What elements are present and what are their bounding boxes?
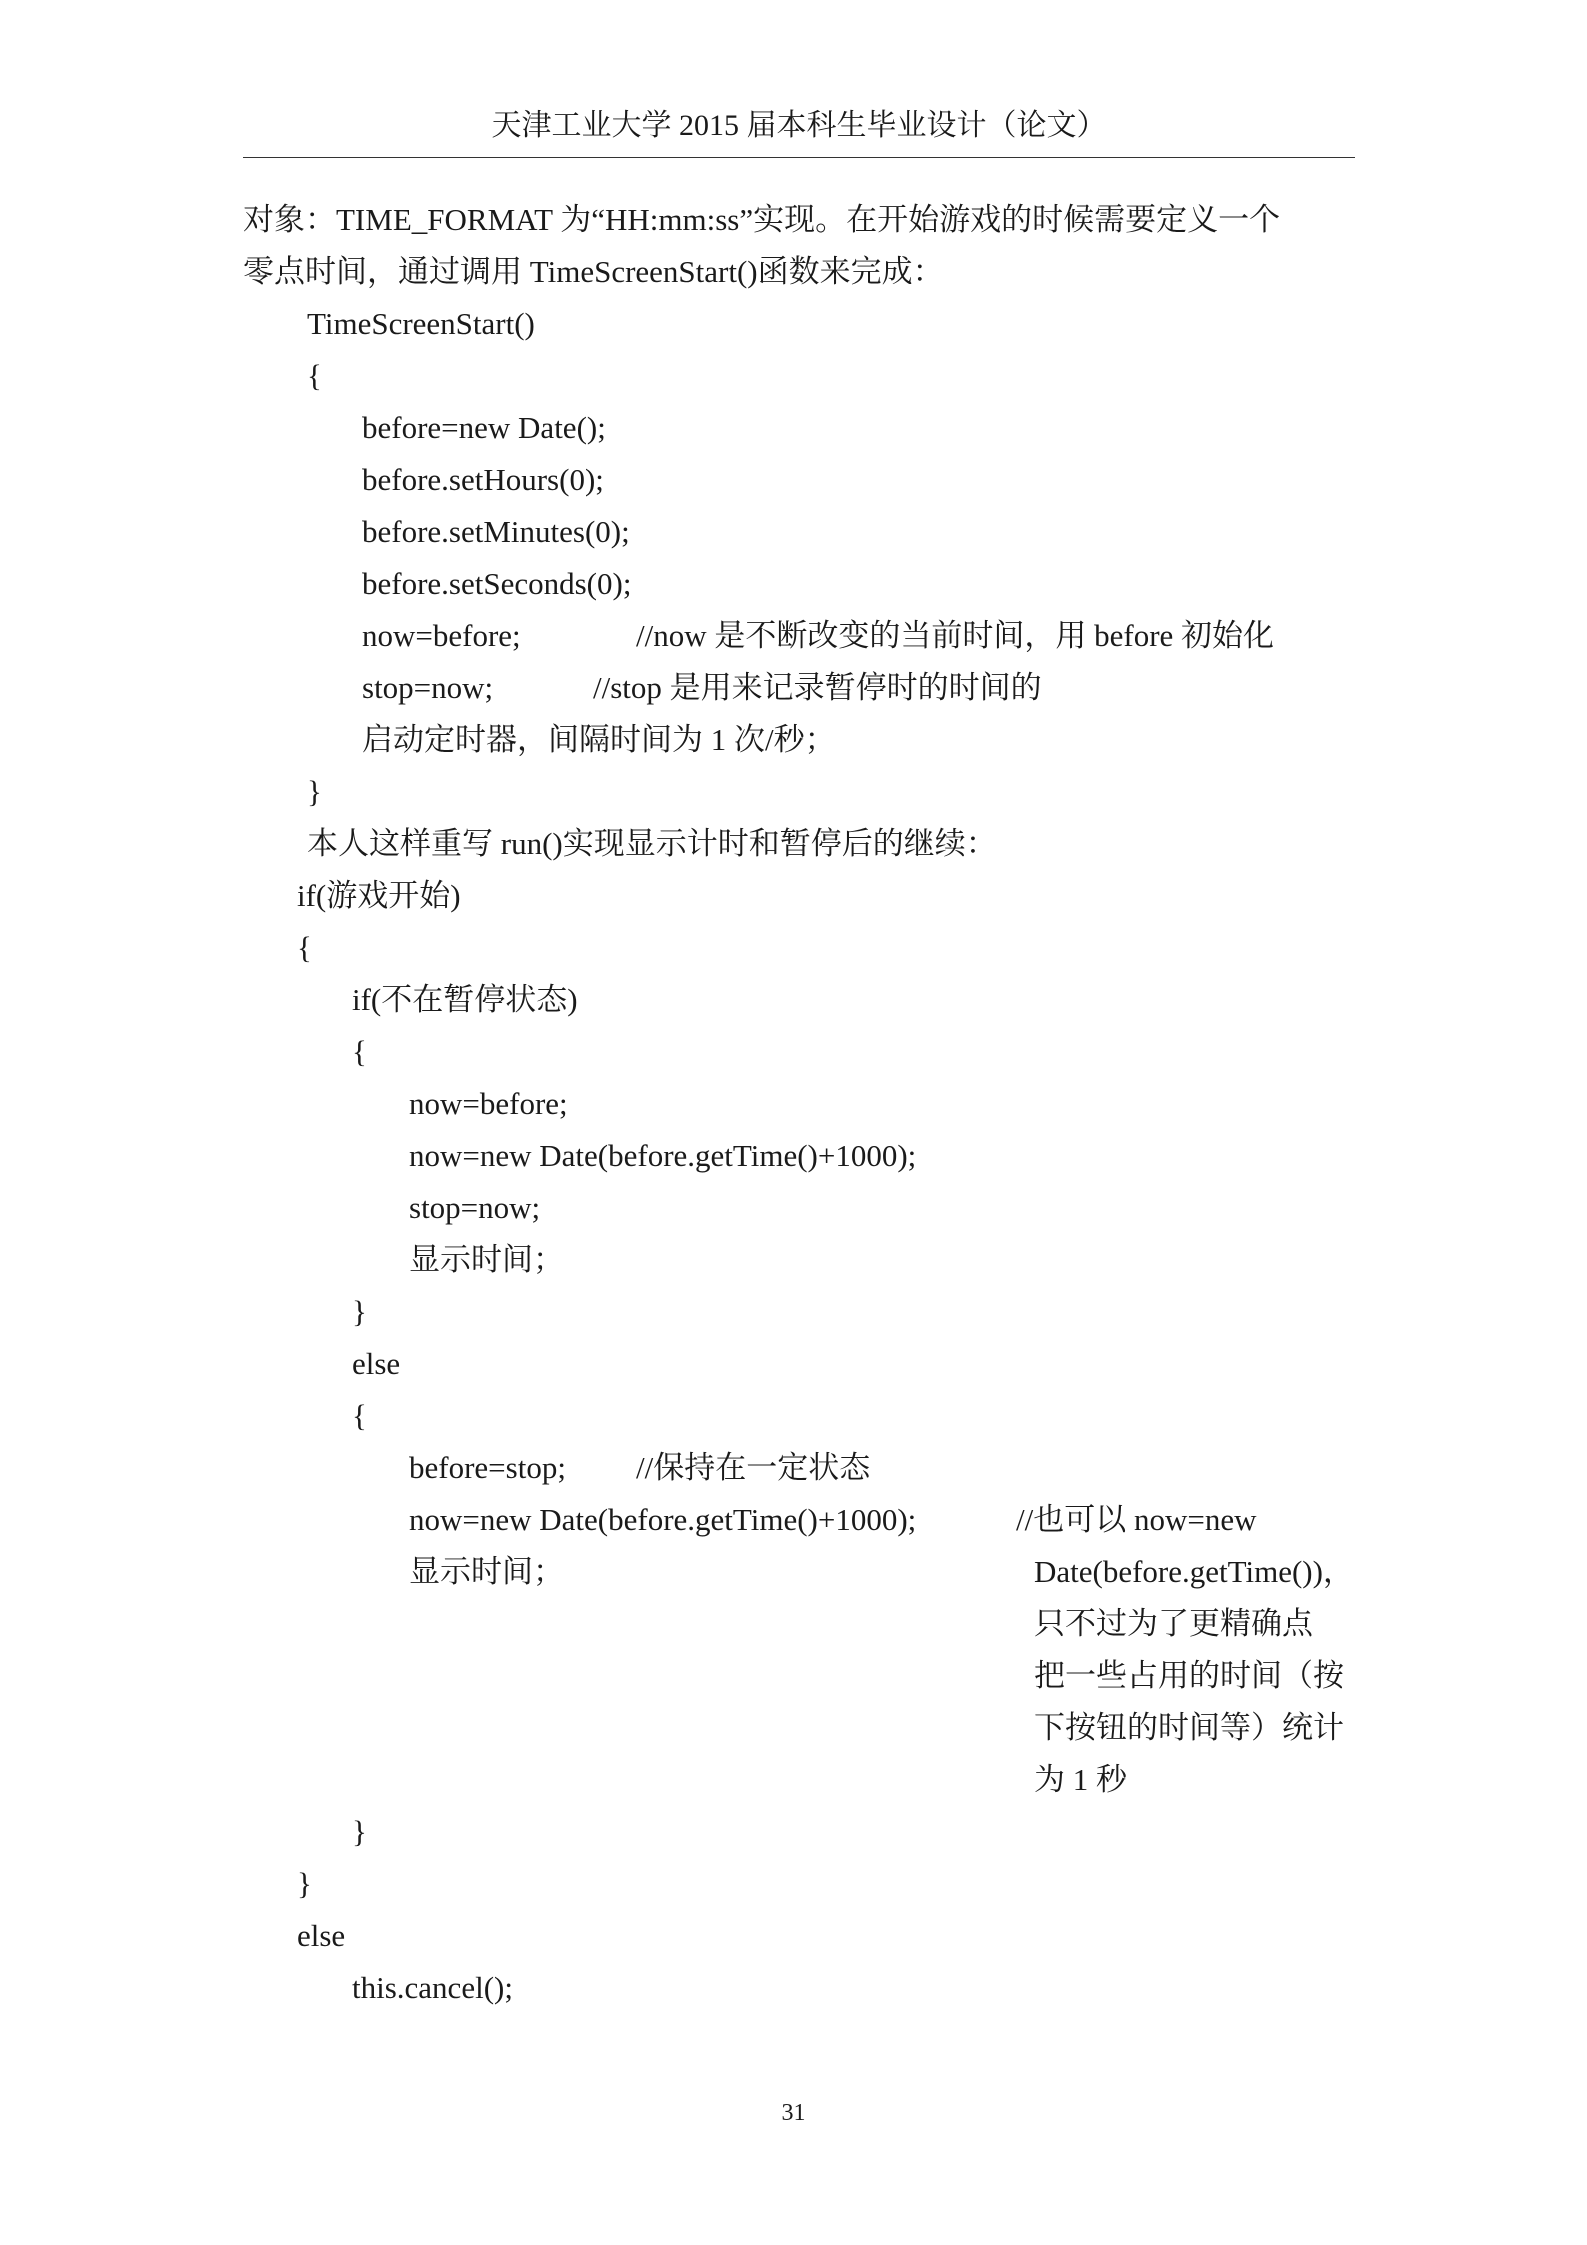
code-stmt-2: now=new Date(before.getTime()+1000); [409,1138,917,1173]
code-comment-5: //now 是不断改变的当前时间，用 before 初始化 [636,618,1275,653]
code-line-4: before.setSeconds(0); [362,566,632,601]
code-close-brace: } [307,774,322,809]
code-comment-cont-1: Date(before.getTime())， [1034,1554,1354,1589]
code-cancel: this.cancel(); [352,1970,513,2005]
intro-line-2: 零点时间，通过调用 TimeScreenStart()函数来完成： [243,254,944,289]
code-open-3: { [352,1398,367,1433]
code-comment-stmt-6: //也可以 now=new [1016,1502,1257,1537]
code-stmt-5: before=stop; [409,1450,566,1485]
code-stmt-1: now=before; [409,1086,568,1121]
code-if-not-paused: if(不在暂停状态) [352,982,578,1017]
code-stmt-7: 显示时间； [409,1554,564,1589]
code-if-game: if(游戏开始) [297,878,461,913]
code-line-2: before.setHours(0); [362,462,604,497]
code-line-5: now=before; [362,618,521,653]
code-comment-stmt-5: //保持在一定状态 [636,1450,871,1485]
code-else-1: else [352,1346,401,1381]
code-open-1: { [297,930,312,965]
mid-text: 本人这样重写 run()实现显示计时和暂停后的继续： [307,826,997,861]
code-stmt-3: stop=now; [409,1190,541,1225]
code-line-7: 启动定时器，间隔时间为 1 次/秒； [362,722,836,757]
intro-line-1: 对象：TIME_FORMAT 为“HH:mm:ss”实现。在开始游戏的时候需要定义一个 [243,202,1281,237]
header-divider [243,157,1355,158]
page-number: 31 [781,2100,806,2126]
code-line-1: before=new Date(); [362,410,606,445]
code-open-2: { [352,1034,367,1069]
code-close-1: } [297,1866,312,1901]
code-line-6: stop=now; [362,670,494,705]
code-comment-6: //stop 是用来记录暂停时的时间的 [593,670,1042,705]
code-comment-cont-5: 为 1 秒 [1034,1762,1127,1797]
code-close-2: } [352,1294,367,1329]
code-close-3: } [352,1814,367,1849]
code-line-3: before.setMinutes(0); [362,514,630,549]
code-open-brace: { [307,358,322,393]
code-else-2: else [297,1918,346,1953]
page-header-title: 天津工业大学 2015 届本科生毕业设计（论文） [491,109,1107,142]
code-func-name: TimeScreenStart() [307,306,535,341]
code-stmt-6: now=new Date(before.getTime()+1000); [409,1502,917,1537]
code-comment-cont-2: 只不过为了更精确点 [1034,1606,1313,1641]
code-stmt-4: 显示时间； [409,1242,564,1277]
code-comment-cont-4: 下按钮的时间等）统计 [1034,1710,1344,1745]
code-comment-cont-3: 把一些占用的时间（按 [1034,1658,1344,1693]
